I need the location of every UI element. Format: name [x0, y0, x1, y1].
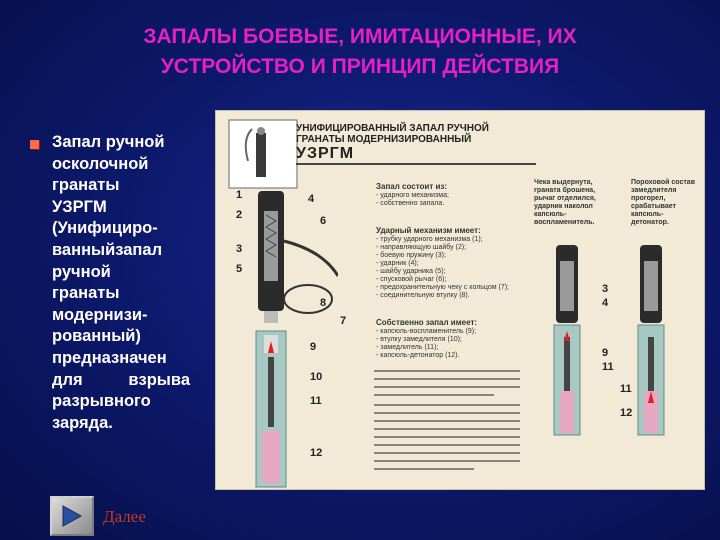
fuse-item: - замедлитель (11);	[376, 344, 439, 351]
body-line: ванныйзапал	[52, 240, 163, 259]
body-line: предназначен	[52, 348, 167, 367]
fuse-cross-section-drawing	[228, 181, 338, 511]
fuse-block	[376, 319, 526, 360]
description-text	[52, 132, 197, 434]
poster-header-model: УЗРГМ	[296, 145, 355, 162]
poster-header-line-1: УНИФИЦИРОВАННЫЙ ЗАПАЛ РУЧНОЙ	[296, 123, 489, 134]
body-line: заряда.	[52, 413, 113, 432]
body-line: осколочной	[52, 154, 149, 173]
description-text-placeholder	[374, 367, 524, 477]
callout-number: 4	[602, 297, 609, 309]
callout-number: 11	[620, 383, 632, 395]
body-line: гранаты	[52, 284, 120, 303]
callout-number: 8	[320, 297, 327, 309]
callout-number: 3	[236, 243, 243, 255]
callout-number: 9	[602, 347, 609, 359]
consists-item: - ударного механизма;	[376, 192, 449, 199]
consists-block	[376, 183, 496, 208]
striker-item: - ударник (4);	[376, 260, 419, 267]
striker-item: - предохранительную чеку с кольцом (7);	[376, 284, 510, 291]
striker-item: - направляющую шайбу (2);	[376, 244, 467, 251]
fuse-thumbnail-icon	[228, 119, 298, 189]
body-line: гранаты	[52, 176, 120, 195]
body-line: рованный)	[52, 327, 141, 346]
callout-number: 1	[236, 189, 243, 201]
callout-number: 11	[602, 361, 614, 373]
step-1-caption: Чека выдернута, граната брошена, рычаг отделился, ударник наколол капсюль-воспламенитель.	[534, 179, 596, 226]
striker-item: - шайбу ударника (5);	[376, 268, 446, 275]
bullet-icon	[30, 140, 39, 149]
poster-header-line-2: ГРАНАТЫ МОДЕРНИЗИРОВАННЫЙ	[296, 134, 472, 145]
body-line: разрывного	[52, 392, 151, 411]
fuse-item: - капсюль-воспламенитель (9);	[376, 328, 477, 335]
body-word: для	[52, 370, 83, 389]
callout-number: 4	[308, 193, 315, 205]
title-line-1: ЗАПАЛЫ БОЕВЫЕ, ИМИТАЦИОННЫЕ, ИХ	[143, 25, 577, 48]
callout-number: 3	[602, 283, 609, 295]
header-divider	[296, 163, 536, 165]
striker-title: Ударный механизм имеет:	[376, 226, 481, 235]
consists-item: - собственно запала.	[376, 200, 445, 207]
body-line-justified	[52, 370, 190, 392]
body-line: ручной	[52, 262, 111, 281]
play-triangle-icon	[60, 504, 84, 528]
fuse-diagram-poster	[215, 110, 705, 490]
callout-number: 7	[340, 315, 347, 327]
callout-number: 11	[310, 395, 322, 407]
body-line: Запал ручной	[52, 133, 165, 151]
striker-block	[376, 227, 526, 300]
fuse-title: Собственно запал имеет:	[376, 318, 478, 327]
striker-item: - спусковой рычаг (6);	[376, 276, 447, 283]
body-word: взрыва	[128, 370, 190, 389]
body-line: УЗРГМ	[52, 197, 107, 216]
fuse-item: - капсюль-детонатор (12).	[376, 352, 460, 359]
body-line: (Унифициро-	[52, 219, 158, 238]
callout-number: 6	[320, 215, 327, 227]
poster-header	[296, 123, 556, 163]
callout-number: 10	[310, 371, 323, 383]
fuse-item: - втулку замедлителя (10);	[376, 336, 462, 343]
callout-number: 5	[236, 263, 243, 275]
consists-title: Запал состоит из:	[376, 182, 448, 191]
next-button[interactable]	[50, 496, 94, 536]
callout-number: 12	[620, 407, 633, 419]
callout-number: 9	[310, 341, 317, 353]
callout-number: 12	[310, 447, 323, 459]
body-line: модернизи-	[52, 305, 148, 324]
striker-item: - трубку ударного механизма (1);	[376, 236, 483, 243]
fuse-action-drawings	[534, 241, 684, 441]
slide-title	[40, 22, 680, 82]
striker-item: - соединительную втулку (8).	[376, 292, 470, 299]
callout-number: 2	[236, 209, 243, 221]
title-line-2: УСТРОЙСТВО И ПРИНЦИП ДЕЙСТВИЯ	[160, 55, 560, 78]
next-link[interactable]: Далее	[103, 507, 146, 526]
striker-item: - боевую пружину (3);	[376, 252, 446, 259]
step-2-caption: Пороховой состав замедлителя прогорел, срабатывает капсюль-детонатор.	[631, 179, 696, 226]
